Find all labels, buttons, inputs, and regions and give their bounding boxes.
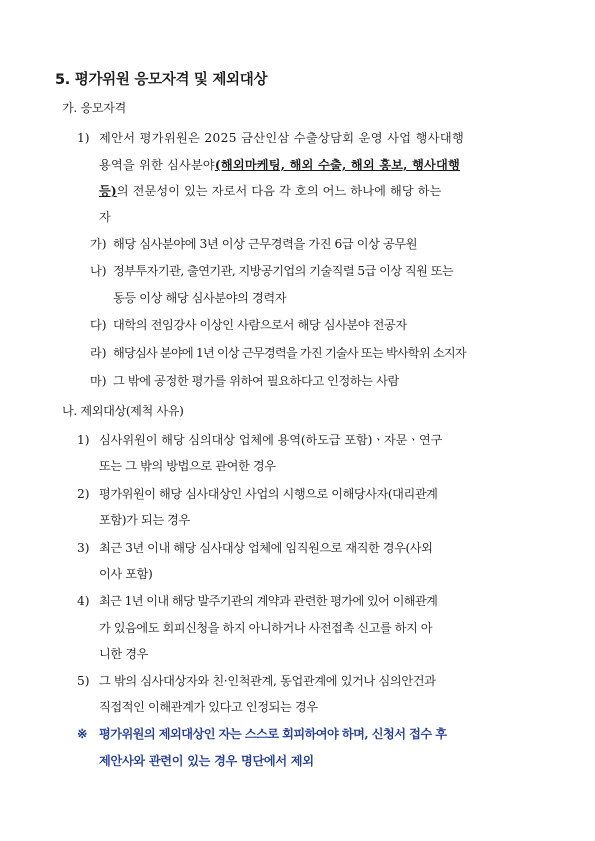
- subitem-text: 해당심사 분야에 1년 이상 근무경력을 가진 기술사 또는 박사학위 소지자: [113, 346, 466, 360]
- subitem-label: 다): [90, 318, 107, 332]
- qualification-fields-emphasis: 등): [99, 184, 117, 198]
- subitem-text: 동등 이상 해당 심사분야의 경력자: [113, 291, 287, 305]
- subitem-text: 대학의 전임강사 이상인 사람으로서 해당 심사분야 전공자: [113, 318, 407, 332]
- exclusion-item-line: 그 밖의 심사대상자와 친·인척관계, 동업관계에 있거나 심의안건과: [99, 674, 436, 688]
- subitem-label: 나): [90, 264, 107, 278]
- subitem-label: 가): [90, 237, 107, 251]
- reference-mark-icon: ※: [77, 726, 88, 741]
- exclusion-item-number: 5): [77, 674, 90, 688]
- qualifications-heading: 가. 응모자격: [62, 101, 126, 115]
- subitem-label: 마): [90, 374, 107, 388]
- exclusion-item-line: 이사 포함): [99, 567, 153, 581]
- qualification-fields-emphasis: (해외마케팅, 해외 수출, 해외 홍보, 행사대행: [214, 158, 460, 172]
- qualification-item-line: [99, 183, 441, 199]
- section-title: 5. 평가위원 응모자격 및 제외대상: [55, 72, 268, 88]
- exclusion-item-number: 4): [77, 594, 90, 608]
- exclusion-item-line: 니한 경우: [99, 647, 148, 661]
- exclusion-item-line: 가 있음에도 회피신청을 하지 아니하거나 사전접촉 신고를 하지 아: [99, 621, 433, 635]
- exclusion-note-line: 제안사와 관련이 있는 경우 명단에서 제외: [99, 754, 314, 768]
- exclusion-item-line: 심사위원이 해당 심의대상 업체에 용역(하도급 포함)ㆍ자문ㆍ연구: [99, 433, 443, 447]
- qualification-item-text: 의 전문성이 있는 자로서 다음 각 호의 어느 하나에 해당 하는: [116, 184, 442, 198]
- qualification-item-line: [99, 157, 460, 173]
- exclusion-item-number: 3): [77, 541, 90, 555]
- subitem-text: 그 밖에 공정한 평가를 위하여 필요하다고 인정하는 사람: [113, 374, 399, 388]
- qualification-item-number: 1): [77, 131, 90, 145]
- exclusion-item-line: 최근 1년 이내 해당 발주기관의 계약과 관련한 평가에 있어 이해관계: [99, 594, 438, 608]
- exclusion-item-line: 평가위원이 해당 심사대상인 사업의 시행으로 이해당사자(대리관계: [99, 487, 438, 501]
- exclusion-item-line: 직접적인 이해관계가 있다고 인정되는 경우: [99, 700, 318, 714]
- exclusion-note-line: 평가위원의 제외대상인 자는 스스로 회피하여야 하며, 신청서 접수 후: [99, 727, 447, 741]
- exclusion-item-number: 1): [77, 433, 90, 447]
- qualification-item-line: 제안서 평가위원은 2025 금산인삼 수출상담회 운영 사업 행사대행: [99, 131, 465, 145]
- subitem-text: 정부투자기관, 출연기관, 지방공기업의 기술직렬 5급 이상 직원 또는: [113, 264, 454, 278]
- subitem-label: 라): [90, 346, 107, 360]
- exclusion-item-line: 최근 3년 이내 해당 심사대상 업체에 임직원으로 재직한 경우(사외: [99, 541, 433, 555]
- qualification-item-text: 용역을 위한 심사분야: [99, 158, 215, 172]
- qualification-item-line: 자: [99, 210, 111, 224]
- exclusion-item-line: 포함)가 되는 경우: [99, 513, 190, 527]
- exclusion-item-number: 2): [77, 487, 90, 501]
- exclusion-item-line: 또는 그 밖의 방법으로 관여한 경우: [99, 459, 276, 473]
- exclusions-heading: 나. 제외대상(제척 사유): [62, 404, 184, 418]
- subitem-text: 해당 심사분야에 3년 이상 근무경력을 가진 6급 이상 공무원: [113, 237, 418, 251]
